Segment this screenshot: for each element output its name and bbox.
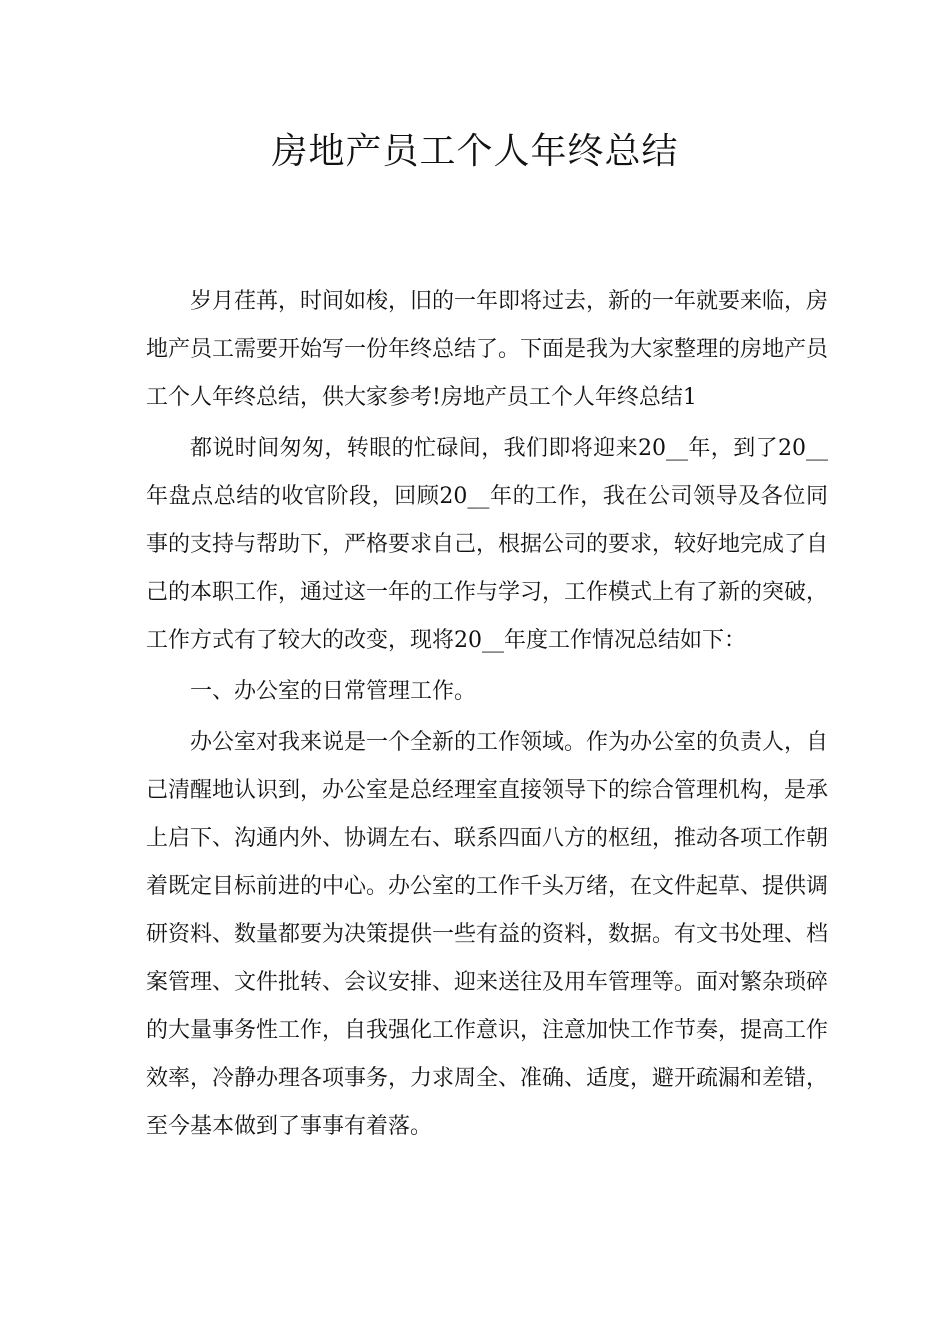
document-body [146, 278, 828, 1154]
paragraph-intro: 岁月荏苒，时间如梭，旧的一年即将过去，新的一年就要来临，房地产员工需要开始写一份年终总结了。下面是我为大家整理的房地产员工个人年终总结，供大家参考!房地产员工个人年终总结1 [146, 289, 829, 410]
paragraph-overview: 都说时间匆匆，转眼的忙碌间，我们即将迎来20__年，到了20__年盘点总结的收官阶段，回顾20__年的工作，我在公司领导及各位同事的支持与帮助下，严格要求自己，根据公司的要求，较好地完成了自己的本职工作，通过这一年的工作与学习，工作模式上有了新的突破，工作方式有了较大的改变，现将20__年度工作情况总结如下： [146, 436, 829, 653]
paragraph-office-work: 办公室对我来说是一个全新的工作领域。作为办公室的负责人，自己清醒地认识到，办公室是总经理室直接领导下的综合管理机构，是承上启下、沟通内外、协调左右、联系四面八方的枢纽，推动各项工作朝着既定目标前进的中心。办公室的工作千头万绪，在文件起草、提供调研资料、数量都要为决策提供一些有益的资料，数据。有文书处理、档案管理、文件批转、会议安排、迎来送往及用车管理等。面对繁杂琐碎的大量事务性工作，自我强化工作意识，注意加快工作节奏，提高工作效率，冷静办理各项事务，力求周全、准确、适度，避开疏漏和差错，至今基本做到了事事有着落。 [146, 730, 829, 1139]
section-heading-office-management: 一、办公室的日常管理工作。 [190, 679, 477, 704]
document-title: 房地产员工个人年终总结 [271, 131, 679, 172]
